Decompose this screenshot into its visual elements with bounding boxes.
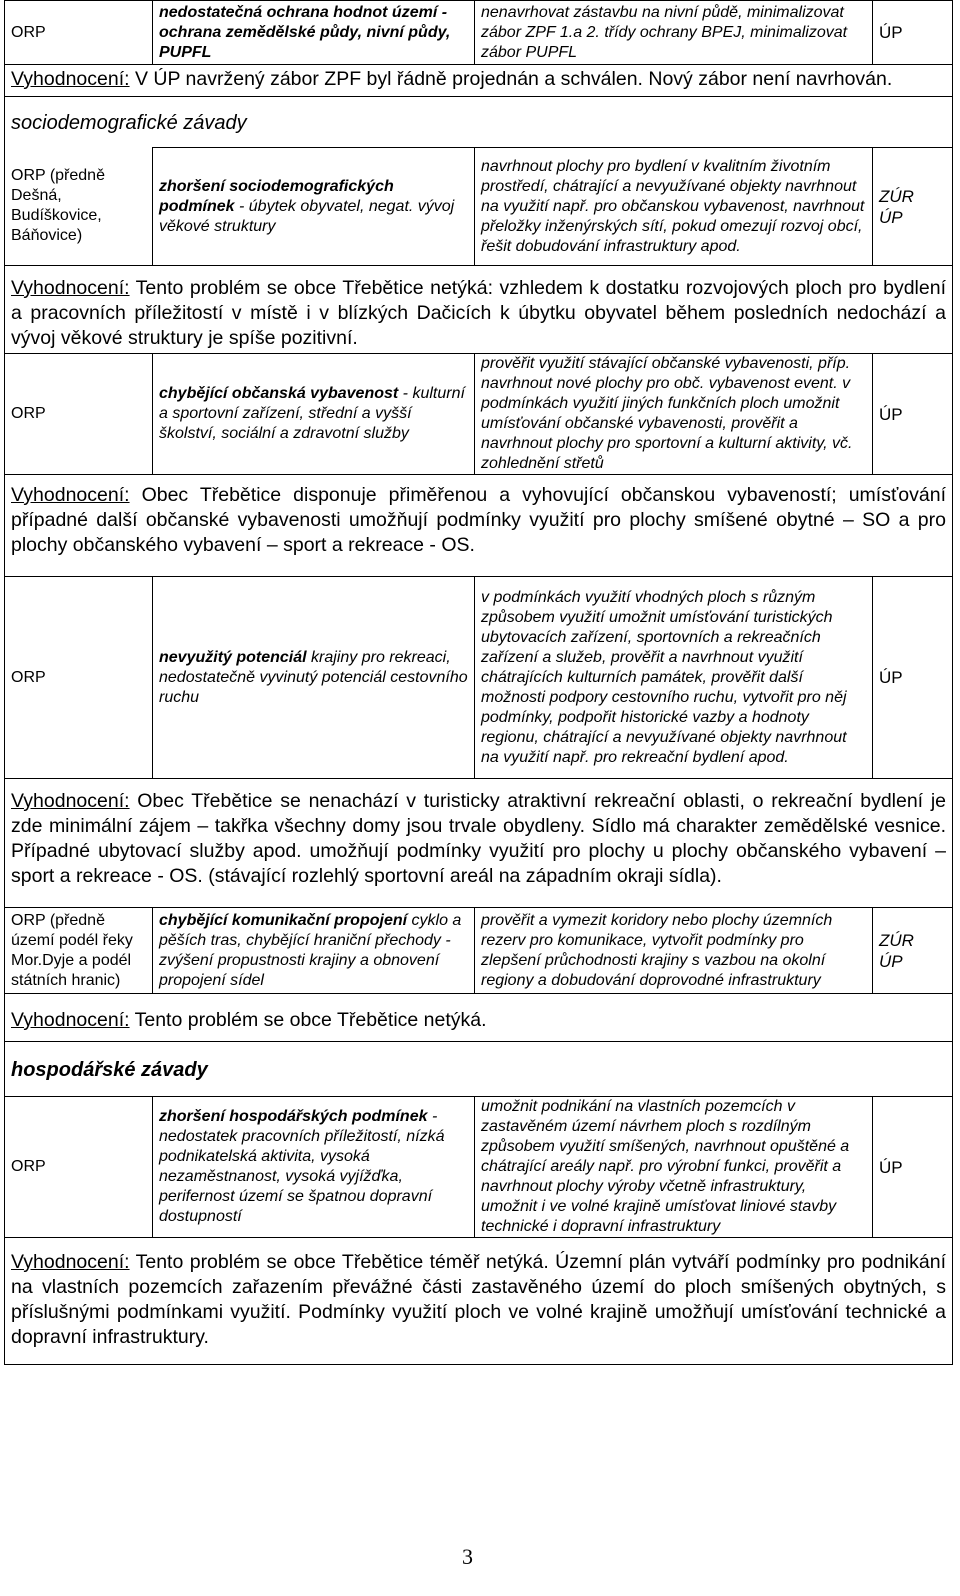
- evaluation-cell: [5, 65, 953, 97]
- measure-text: prověřit a vymezit koridory nebo plochy územních rezerv pro komunikace, vytvořit podmínky pro zlepšení průchodnosti krajiny s vazbou na okolní regiony a dobudování doprovodné infrastruktury: [481, 911, 833, 989]
- evaluation-text: Obec Třebětice disponuje přiměřenou a vyhovující občanskou vybaveností; umísťování případné další občanské vybavenosti umožňují podmínky využití pro plochy smíšené obytné – SO a pro plochy občanského vybavení – sport a rekreace - OS.: [11, 484, 946, 556]
- evaluation-text: Tento problém se obce Třebětice netýká: vzhledem k dostatku rozvojových ploch pro bydlení a pracovních příležitostí v místě i v blízkých Dačicích k úbytku obyvatel během posledních nedochází a vývoj věkové struktury je spíše pozitivní.: [11, 277, 946, 349]
- instrument-cell: [873, 908, 953, 994]
- problem-cell: [153, 908, 475, 994]
- problem-cell: [153, 148, 475, 266]
- page-number: 3: [462, 1544, 473, 1569]
- instrument-text: ÚP: [879, 951, 903, 971]
- problem-text: - úbytek obyvatel, negat. vývoj věkové struktury: [159, 197, 455, 235]
- problem-bold-text: chybějící občanská vybavenost: [159, 385, 399, 402]
- evaluation-label: Vyhodnocení:: [11, 1251, 130, 1273]
- instrument-cell: [873, 577, 953, 779]
- territory-cell: [5, 354, 153, 475]
- section-heading-cell: [5, 97, 953, 148]
- measure-text: navrhnout plochy pro bydlení v kvalitním životním prostředí, chátrající a nevyužívané objekty navrhnout na využití např. pro občanskou vybavenost, navrhnout přeložky inženýrských sítí, pokud omezují rozvoj obcí, řešit dobudování infrastruktury apod.: [481, 157, 865, 255]
- measure-text: umožnit podnikání na vlastních pozemcích v zastavěném území návrhem ploch s rozdílným způsobem využití smíšených, navrhnout opuštěné a chátrající areály např. pro výrobní funkci, prověřit a navrhnout plochy výroby včetně infrastruktury, umožnit i ve volné krajině umísťovat liniové stavby technické i dopravní infrastruktury: [481, 1098, 850, 1235]
- territory-text: ORP: [11, 668, 46, 686]
- measure-text: v podmínkách využití vhodných ploch s různým způsobem využití umožnit umísťování turistických ubytovacích zařízení, sportovních a rekreačních zařízení a služeb, prověřit a navrhnout využití chátrajících kulturních památek, prověřit další možnosti podpory cestovního ruchu, vytvořit pro něj podmínky, podpořit historické vazby a hodnoty regionu, chátrající a nevyužívané objekty navrhnout na využití např. pro rekreační bydlení apod.: [481, 588, 847, 766]
- problems-table: [4, 0, 953, 1365]
- table-row: [5, 1, 953, 65]
- problem-cell: [153, 577, 475, 779]
- measure-cell: [475, 577, 873, 779]
- territory-text: ORP (předně území podél řeky Mor.Dyje a podél státních hranic): [11, 911, 133, 989]
- problem-bold-text: zhoršení hospodářských podmínek: [159, 1108, 428, 1125]
- instrument-text: ZÚR: [879, 186, 914, 206]
- territory-cell: [5, 908, 153, 994]
- problem-text: - kulturní a sportovní zařízení, střední a vyšší školství, sociální a zdravotní služby: [159, 385, 465, 442]
- section-heading: hospodářské závady: [11, 1059, 208, 1081]
- evaluation-label: Vyhodnocení:: [11, 790, 130, 812]
- section-row: [5, 97, 953, 148]
- instrument-cell: [873, 1, 953, 65]
- evaluation-text: Tento problém se obce Třebětice netýká.: [129, 1009, 487, 1031]
- table-row: [5, 1097, 953, 1238]
- measure-text: nenavrhovat zástavbu na nivní půdě, minimalizovat zábor ZPF 1.a 2. třídy ochrany BPEJ, minimalizovat zábor PUPFL: [481, 3, 848, 61]
- evaluation-row: [5, 266, 953, 354]
- problem-bold-text: chybějící komunikační propojení: [159, 911, 408, 929]
- problem-text: cyklo a pěších tras, chybějící hraniční přechody - zvýšení propustnosti krajiny a obnovení propojení sídel: [159, 911, 462, 989]
- evaluation-text: Obec Třebětice se nenachází v turisticky atraktivní rekreační oblasti, o rekreační bydlení je zde minimální zájem – takřka všechny domy jsou trvale obydleny. Sídlo má charakter zemědělské vesnice. Případné ubytovací služby apod. umožňují podmínky využití pro plochy u plochy občanského vybavení – sport a rekreace - OS. (stávající rozlehlý sportovní areál na západním okraji sídla).: [11, 790, 946, 887]
- evaluation-text: V ÚP navržený zábor ZPF byl řádně projednán a schválen. Nový zábor není navrhován.: [129, 68, 893, 90]
- evaluation-cell: [5, 266, 953, 354]
- instrument-text: ÚP: [879, 668, 903, 687]
- table-row: [5, 354, 953, 475]
- territory-text: ORP: [11, 1158, 46, 1175]
- territory-cell: [5, 1, 153, 65]
- evaluation-cell: [5, 779, 953, 908]
- problem-text: - nedostatek pracovních příležitostí, nízká podnikatelská aktivita, vysoká nezaměstnanost, vysoká vyjížďka, perifernost území se špatnou dopravní dostupností: [159, 1108, 445, 1225]
- section-row: [5, 1042, 953, 1097]
- instrument-text: ÚP: [879, 1157, 903, 1177]
- instrument-cell: [873, 1097, 953, 1238]
- instrument-text: ÚP: [879, 404, 903, 424]
- evaluation-label: Vyhodnocení:: [11, 1009, 130, 1031]
- table-row: [5, 908, 953, 994]
- evaluation-text: Tento problém se obce Třebětice téměř netýká. Územní plán vytváří podmínky pro podnikání na vlastních pozemcích zařazením převážné části zastavěného území do ploch smíšených obytných, s příslušnými podmínkami využití. Podmínky využití ploch ve volné krajině umožňují umísťování technické a dopravní infrastruktury.: [11, 1251, 946, 1348]
- problem-bold-text: nevyužitý potenciál: [159, 648, 307, 666]
- territory-cell: [5, 148, 153, 266]
- evaluation-label: Vyhodnocení:: [11, 277, 130, 299]
- evaluation-row: [5, 994, 953, 1042]
- measure-cell: [475, 1097, 873, 1238]
- measure-cell: [475, 908, 873, 994]
- instrument-cell: [873, 148, 953, 266]
- evaluation-cell: [5, 475, 953, 577]
- evaluation-row: [5, 475, 953, 577]
- territory-cell: [5, 1097, 153, 1238]
- problem-text: krajiny pro rekreaci, nedostatečně vyvinutý potenciál cestovního ruchu: [159, 648, 468, 706]
- section-heading: sociodemografické závady: [11, 112, 247, 134]
- evaluation-cell: [5, 994, 953, 1042]
- document-page: [4, 0, 952, 1365]
- instrument-text: ZÚR: [879, 930, 914, 950]
- instrument-text: ÚP: [879, 23, 903, 42]
- evaluation-row: [5, 779, 953, 908]
- problem-cell: [153, 354, 475, 475]
- instrument-cell: [873, 354, 953, 475]
- measure-cell: [475, 354, 873, 475]
- measure-cell: [475, 1, 873, 65]
- evaluation-row: [5, 65, 953, 97]
- territory-text: ORP (předně Dešná, Budíškovice, Báňovice): [11, 167, 105, 245]
- table-row: [5, 577, 953, 779]
- evaluation-label: Vyhodnocení:: [11, 68, 130, 90]
- instrument-text: ÚP: [879, 207, 903, 227]
- problem-bold-text: zhoršení sociodemografických podmínek: [159, 177, 394, 215]
- problem-cell: [153, 1097, 475, 1238]
- measure-cell: [475, 148, 873, 266]
- territory-cell: [5, 577, 153, 779]
- evaluation-cell: [5, 1238, 953, 1365]
- territory-text: ORP: [11, 23, 46, 41]
- table-row: [5, 148, 953, 266]
- evaluation-row: [5, 1238, 953, 1365]
- territory-text: ORP: [11, 405, 46, 422]
- section-heading-cell: [5, 1042, 953, 1097]
- measure-text: prověřit využití stávající občanské vybavenosti, příp. navrhnout nové plochy pro obč. vybavenost event. v podmínkách využití jiných funkčních ploch umožnit umísťování občanské vybavenosti, prověřit a navrhnout plochy pro sportovní a kulturní aktivity, vč. zohlednění střetů: [481, 355, 853, 472]
- problem-text: nedostatečná ochrana hodnot území - ochrana zemědělské půdy, nivní půdy, PUPFL: [159, 3, 451, 61]
- problem-cell: [153, 1, 475, 65]
- evaluation-label: Vyhodnocení:: [11, 484, 130, 506]
